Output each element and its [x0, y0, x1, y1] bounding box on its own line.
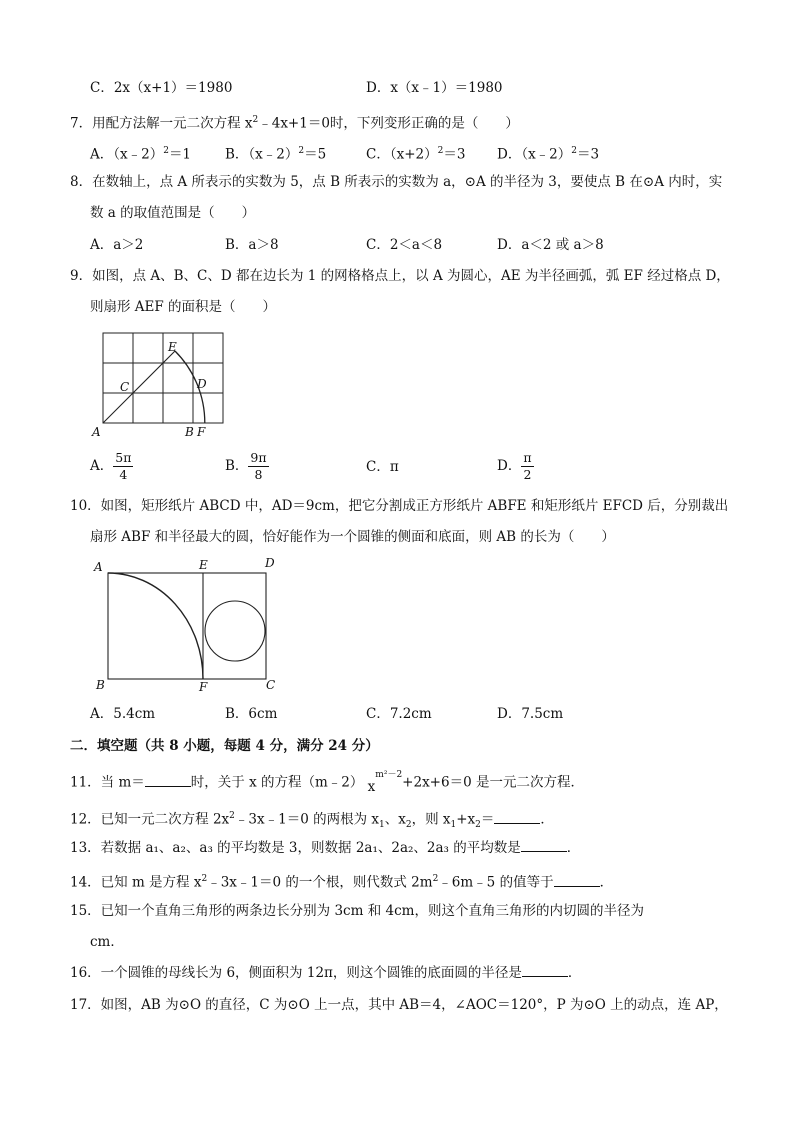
q10-label-a: A [94, 560, 103, 574]
q10-option-b: B．6cm [225, 706, 278, 722]
q7-option-c-text: ＝3 [443, 146, 466, 163]
q10-option-d: D．7.5cm [497, 706, 564, 722]
q10-option-a: A．5.4cm [90, 706, 156, 722]
q7-option-d-text: D．（x﹣2） [497, 146, 572, 163]
q10-circle [205, 601, 265, 661]
q15-line1: 15．已知一个直角三角形的两条边长分别为 3cm 和 4cm，则这个直角三角形的内切圆的半径为 [70, 903, 644, 919]
q12-text: 、x [384, 811, 406, 828]
q9-option-c: C．π [366, 459, 399, 475]
q13-text: 13．若数据 a₁、a₂、a₃ 的平均数是 3，则数据 2a₁、2a₂、2a₃ 的平均数是 [70, 840, 521, 856]
q11-text: +2x+6＝0 是一元二次方程． [402, 774, 584, 791]
q11-answer-blank[interactable] [145, 774, 191, 787]
q9-label-a: A [92, 425, 101, 439]
q10-label-b: B [96, 678, 105, 692]
q12-sub: 1 [450, 820, 457, 831]
q14-text: 14．已知 m 是方程 x [70, 874, 202, 891]
q12-text: ． [540, 811, 554, 828]
q7-option-a-text: A．（x﹣2） [90, 146, 164, 163]
q10-label-f: F [199, 680, 208, 694]
q10-label-c: C [266, 678, 276, 692]
section-2-heading: 二．填空题（共 8 小题，每题 4 分，满分 24 分） [70, 738, 379, 754]
q14-sup: 2 [432, 874, 439, 884]
q9-label-d: D [197, 377, 207, 391]
q9-option-b-numerator: 9π [250, 450, 267, 465]
q14 [70, 870, 613, 892]
q13-text: ． [566, 840, 581, 856]
q13 [70, 839, 580, 857]
q12-text: ＝ [480, 811, 495, 828]
q10-stem-line2: 扇形 ABF 和半径最大的圆，恰好能作为一个圆锥的侧面和底面，则 AB 的长为（ ） [90, 529, 615, 545]
q11-x: x [367, 778, 376, 795]
q9-option-a [90, 451, 133, 482]
q12-text: +x [456, 811, 476, 828]
q10-figure [90, 555, 285, 695]
q9-option-a-denominator: 4 [119, 467, 128, 482]
q16 [70, 964, 581, 982]
q12-answer-blank[interactable] [494, 811, 540, 824]
q9-segment-ae [103, 351, 175, 423]
q7-stem [70, 111, 519, 133]
q9-option-d-fraction [521, 451, 533, 482]
q7-option-a [90, 142, 191, 164]
q11-exponent: m²－2 [375, 770, 403, 780]
q7-option-d [497, 142, 599, 164]
q17-stem: 17．如图，AB 为⊙O 的直径，C 为⊙O 上一点，其中 AB＝4，∠AOC＝120°，P 为⊙O 上的动点，连 AP， [70, 997, 728, 1013]
q7-option-d-sup: 2 [571, 146, 578, 156]
q7-option-b [225, 142, 326, 164]
q10-label-d: D [265, 556, 275, 570]
q8-option-b: B．a＞8 [225, 237, 279, 253]
q8-option-a: A．a＞2 [90, 237, 144, 253]
q8-stem-line2: 数 a 的取值范围是（ ） [90, 205, 256, 221]
q9-option-d-letter: D． [497, 458, 522, 474]
q14-sup: 2 [201, 874, 208, 884]
q10-label-e: E [199, 558, 208, 572]
q7-option-d-text: ＝3 [577, 146, 600, 163]
q7-option-b-text: ＝5 [304, 146, 327, 163]
q12-text: 12．已知一元二次方程 2x [70, 811, 230, 828]
q9-label-b: B [185, 425, 194, 439]
q6-option-d: D．x（x﹣1）＝1980 [366, 80, 503, 96]
q11-text: 时，关于 x 的方程（m﹣2） [190, 774, 364, 791]
q10-stem-line1: 10．如图，矩形纸片 ABCD 中，AD＝9cm，把它分割成正方形纸片 ABFE 和矩形纸片 EFCD 后，分别裁出 [70, 498, 729, 514]
q6-option-c: C．2x（x+1）＝1980 [90, 80, 233, 96]
q12 [70, 807, 554, 834]
q7-stem-part: 7．用配方法解一元二次方程 x [70, 115, 253, 132]
q12-sup: 2 [229, 811, 235, 821]
q7-stem-part: ﹣4x+1＝0时，下列变形正确的是（ ） [258, 115, 519, 132]
q9-option-d [497, 451, 534, 482]
q9-option-a-numerator: 5π [115, 450, 132, 465]
q8-stem-line1: 8．在数轴上，点 A 所表示的实数为 5，点 B 所表示的实数为 a，⊙A 的半径为 3，要使点 B 在⊙A 内时，实 [70, 174, 723, 190]
q16-text: ． [567, 965, 582, 981]
q9-option-b-denominator: 8 [254, 467, 263, 482]
q7-option-b-sup: 2 [298, 146, 305, 156]
q9-option-b-fraction [248, 451, 268, 482]
q8-option-c: C．2＜a＜8 [366, 237, 443, 253]
q7-option-b-text: B．（x﹣2） [225, 146, 299, 163]
q9-figure [90, 328, 235, 443]
q7-option-c [366, 142, 465, 164]
q7-option-c-sup: 2 [437, 146, 444, 156]
q10-arc-af [108, 573, 203, 679]
q7-option-a-text: ＝1 [168, 146, 192, 163]
q9-option-a-fraction [113, 451, 133, 482]
q9-option-b [225, 451, 269, 482]
q9-option-a-letter: A． [90, 458, 114, 474]
q11 [70, 770, 584, 795]
q9-stem-line1: 9．如图，点 A、B、C、D 都在边长为 1 的网格格点上，以 A 为圆心，AE 为半径画弧，弧 EF 经过格点 D， [70, 268, 730, 284]
q9-option-d-denominator: 2 [523, 467, 532, 482]
q12-sub: 2 [405, 820, 412, 831]
q9-stem-line2: 则扇形 AEF 的面积是（ ） [90, 299, 277, 315]
q10-shapes [108, 573, 266, 679]
q15-line2: cm． [90, 934, 124, 950]
q9-label-f: F [197, 425, 206, 439]
q7-stem-sup: 2 [252, 115, 259, 125]
q12-sub: 2 [475, 820, 481, 831]
q9-label-e: E [168, 340, 177, 354]
q13-answer-blank[interactable] [521, 839, 567, 852]
q8-option-d: D．a＜2 或 a＞8 [497, 237, 604, 253]
q16-answer-blank[interactable] [522, 964, 568, 977]
q11-text: 11．当 m＝ [70, 774, 145, 791]
q14-text: ﹣6m﹣5 的值等于 [438, 874, 554, 891]
q14-answer-blank[interactable] [554, 874, 600, 887]
q16-text: 16．一个圆锥的母线长为 6，侧面积为 12π，则这个圆锥的底面圆的半径是 [70, 965, 522, 981]
q9-option-d-numerator: π [523, 450, 532, 465]
q7-option-a-sup: 2 [163, 146, 169, 156]
q10-option-c: C．7.2cm [366, 706, 432, 722]
q14-text: ﹣3x﹣1＝0 的一个根，则代数式 2m [207, 874, 433, 891]
q12-text: ，则 x [411, 811, 451, 828]
q7-option-c-text: C．（x+2） [366, 146, 438, 163]
q9-option-b-letter: B． [225, 458, 249, 474]
q9-label-c: C [120, 380, 130, 394]
q10-rectangle-abcd [108, 573, 266, 679]
q12-text: ﹣3x﹣1＝0 的两根为 x [234, 811, 379, 828]
q14-text: ． [599, 874, 614, 891]
q12-sub: 1 [378, 820, 385, 831]
